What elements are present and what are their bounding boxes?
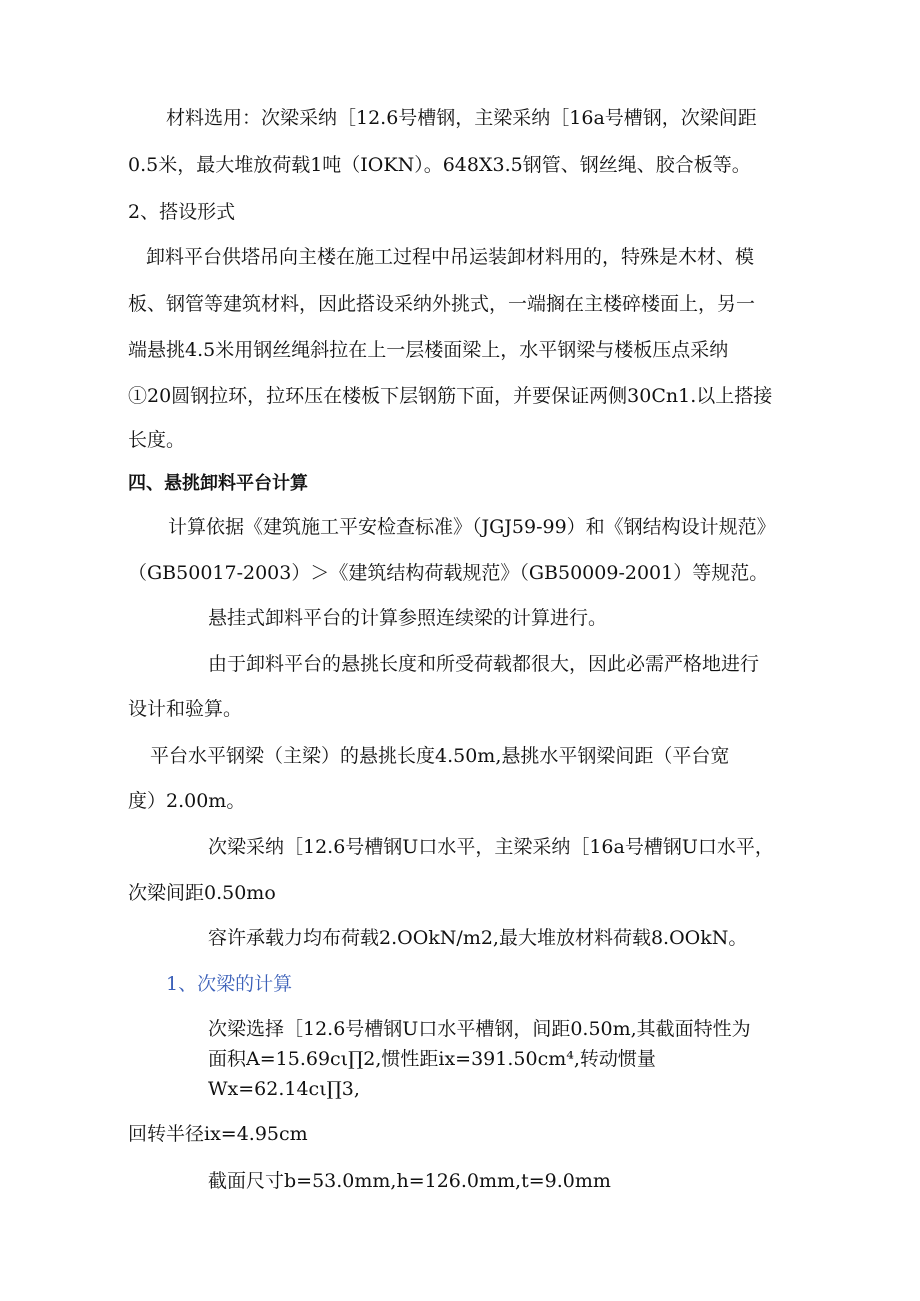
section-heading-4: 四、悬挑卸料平台计算 (128, 473, 308, 494)
section2-paragraph-line-5: 长度。 (128, 429, 186, 451)
material-line-2: 0.5米，最大堆放荷载1吨（IOKN）。648X3.5钢管、钢丝绳、胶合板等。 (128, 154, 751, 176)
beam-spec-line-2: 次梁间距0.50mo (128, 882, 276, 904)
platform-dimension-line-1: 平台水平钢梁（主梁）的悬挑长度4.50m,悬挑水平钢梁间距（平台宽 (150, 745, 730, 767)
secondary-beam-line-2: 面积A=15.69cι∏2,惯性距ix=391.50cm⁴,转动惯量 (208, 1048, 656, 1070)
subsection-heading-1: 1、次梁的计算 (166, 973, 293, 995)
calc-basis-line-1: 计算依据《建筑施工平安检查标准》（JGJ59-99）和《钢结构设计规范》 (168, 516, 776, 538)
section2-paragraph-line-4: ①20圆钢拉环，拉环压在楼板下层钢筋下面，并要保证两侧30Cn1.以上搭接 (128, 385, 773, 407)
platform-dimension-line-2: 度）2.00m。 (128, 790, 246, 812)
secondary-beam-line-3: Wx=62.14cι∏3, (208, 1078, 360, 1100)
section2-paragraph-line-1: 卸料平台供塔吊向主楼在施工过程中吊运装卸材料用的，特殊是木材、模 (146, 246, 755, 268)
calc-note-line-1: 由于卸料平台的悬挑长度和所受荷载都很大，因此必需严格地进行 (208, 653, 760, 675)
material-line-1: 材料选用：次梁采纳［12.6号槽钢，主梁采纳［16a号槽钢，次梁间距 (166, 107, 757, 129)
section-size-text: 截面尺寸b=53.0mm,h=126.0mm,t=9.0mm (208, 1170, 611, 1192)
section2-paragraph-line-3: 端悬挑4.5米用钢丝绳斜拉在上一层楼面梁上，水平钢梁与楼板压点采纳 (128, 339, 729, 361)
section-heading-2: 2、搭设形式 (128, 201, 236, 223)
secondary-beam-line-1: 次梁选择［12.6号槽钢U口水平槽钢，间距0.50m,其截面特性为 (208, 1018, 751, 1040)
calc-basis-line-2: （GB50017-2003）＞《建筑结构荷载规范》（GB50009-2001）等规范。 (128, 562, 769, 584)
section2-paragraph-line-2: 板、钢管等建筑材料，因此搭设采纳外挑式，一端搁在主楼碎楼面上，另一 (128, 293, 756, 315)
radius-of-gyration-text: 回转半径ix=4.95cm (128, 1123, 308, 1145)
beam-spec-line-1: 次梁采纳［12.6号槽钢U口水平，主梁采纳［16a号槽钢U口水平， (208, 836, 774, 858)
calc-reference-text: 悬挂式卸料平台的计算参照连续梁的计算进行。 (208, 607, 608, 629)
calc-note-line-2: 设计和验算。 (128, 698, 243, 720)
load-capacity-text: 容许承载力均布荷载2.OOkN/m2,最大堆放材料荷载8.OOkN。 (208, 927, 748, 949)
